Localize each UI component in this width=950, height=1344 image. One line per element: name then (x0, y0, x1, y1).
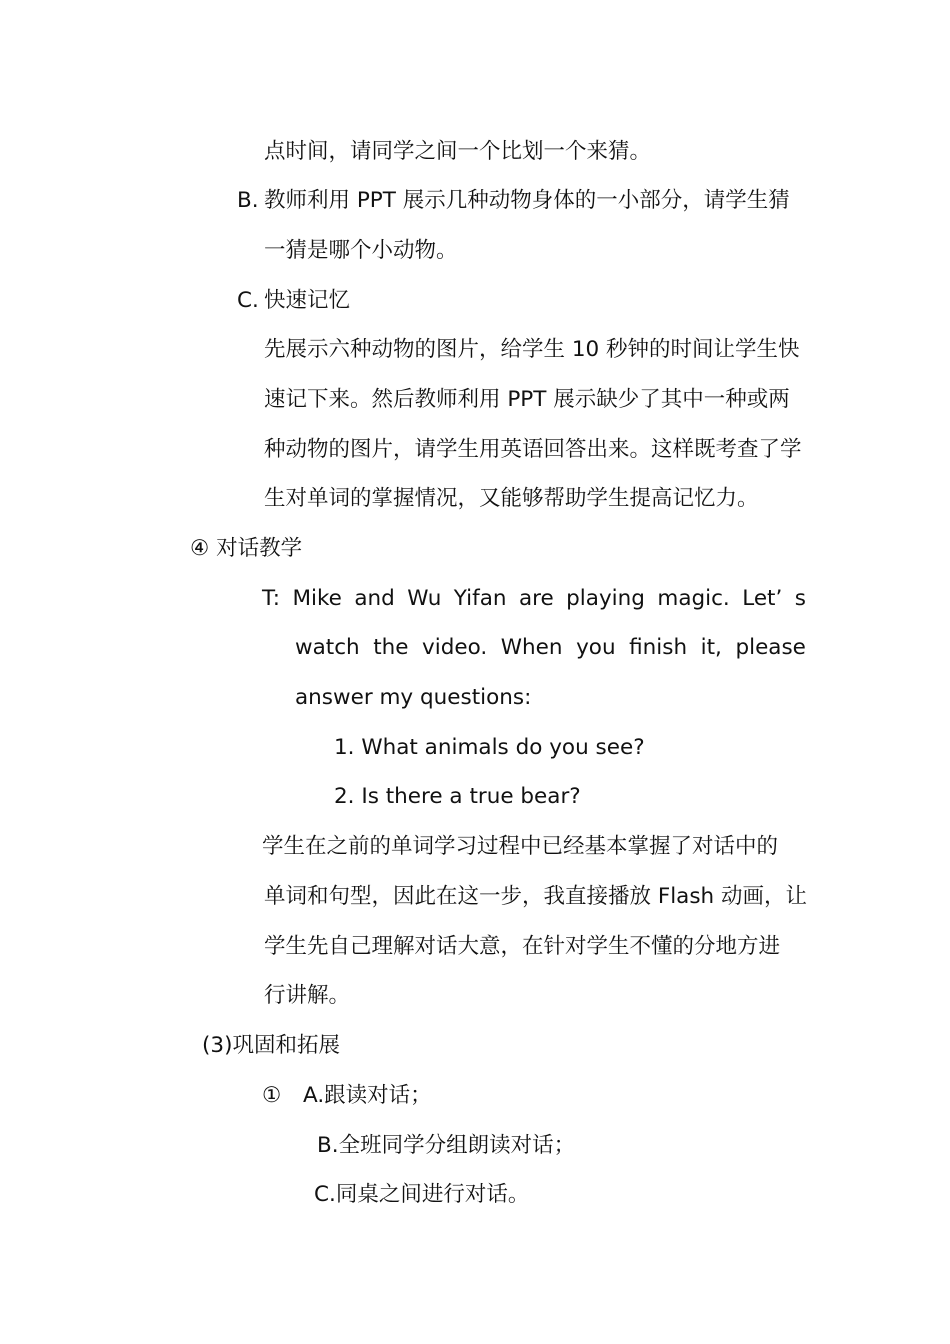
word: the (373, 635, 409, 660)
word: please (735, 635, 806, 660)
text-line: 单词和句型，因此在这一步，我直接播放 Flash 动画，让 (264, 884, 808, 909)
section-heading: ④ 对话教学 (190, 536, 303, 561)
text-line: 先展示六种动物的图片，给学生 10 秒钟的时间让学生快 (264, 337, 800, 362)
word: video. (422, 635, 488, 660)
list-marker-b: B. (237, 188, 259, 213)
dialogue-line: answer my questions: (295, 685, 532, 710)
question-1: 1. What animals do you see? (334, 735, 645, 760)
word: it, (700, 635, 722, 660)
word: T: (262, 586, 281, 611)
word: Wu (407, 586, 442, 611)
question-2: 2. Is there a true bear? (334, 784, 581, 809)
text-line: 学生先自己理解对话大意，在针对学生不懂的分地方进 (264, 934, 781, 959)
word: When (500, 635, 563, 660)
activity-item: B.全班同学分组朗读对话； (317, 1133, 576, 1158)
word: magic. (657, 586, 730, 611)
word: and (354, 586, 395, 611)
subheading: 快速记忆 (264, 288, 351, 313)
word: s (794, 586, 806, 611)
word: you (576, 635, 616, 660)
text-line: 生对单词的掌握情况，又能够帮助学生提高记忆力。 (264, 486, 759, 511)
text-line: 行讲解。 (264, 983, 351, 1008)
word: Mike (292, 586, 342, 611)
word: watch (295, 635, 360, 660)
text-line: 速记下来。然后教师利用 PPT 展示缺少了其中一种或两 (264, 387, 790, 412)
word: Let’ (742, 586, 783, 611)
text-line: 一猜是哪个小动物。 (264, 238, 458, 263)
word: Yifan (453, 586, 507, 611)
dialogue-line (262, 584, 806, 614)
word: are (518, 586, 554, 611)
dialogue-line (295, 633, 806, 663)
activity-item: C.同桌之间进行对话。 (314, 1182, 530, 1207)
text-line: 点时间，请同学之间一个比划一个来猜。 (264, 139, 652, 164)
text-line: 教师利用 PPT 展示几种动物身体的一小部分，请学生猜 (264, 188, 790, 213)
word: playing (566, 586, 645, 611)
section-heading: (3)巩固和拓展 (202, 1033, 340, 1058)
activity-item: A.跟读对话； (303, 1083, 432, 1108)
text-line: 学生在之前的单词学习过程中已经基本掌握了对话中的 (262, 834, 779, 859)
word: finish (629, 635, 688, 660)
text-line: 种动物的图片，请学生用英语回答出来。这样既考查了学 (264, 437, 802, 462)
circled-number: ① (262, 1083, 282, 1108)
list-marker-c: C. (237, 288, 259, 313)
